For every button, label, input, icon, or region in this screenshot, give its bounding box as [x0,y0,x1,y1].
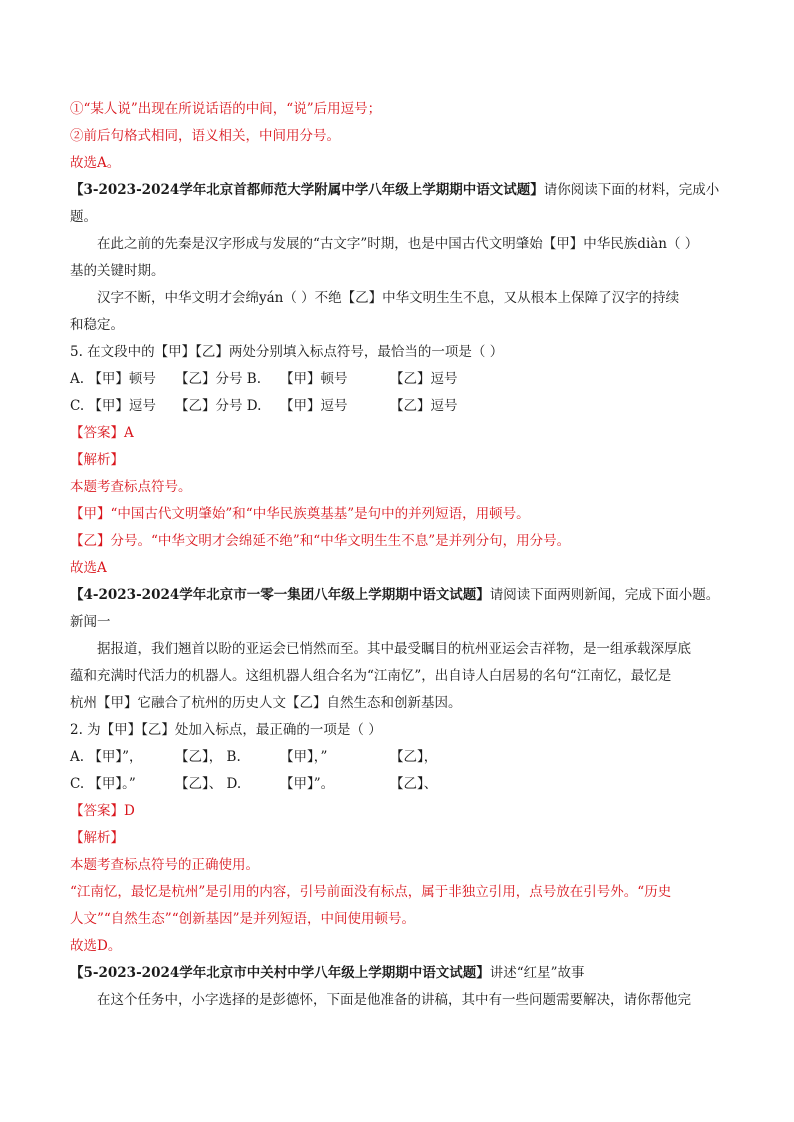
analysis-line: “江南忆，最忆是杭州”是引用的内容，引号前面没有标点，属于非独立引用，点号放在引号外。“历史 [70,884,672,900]
choose-line: 故选A。 [70,155,121,171]
answer-line: 【答案】D [70,803,135,819]
option-cell: 【甲】逗号 [280,398,348,414]
options-row [70,744,726,771]
passage-line: 和稳定。 [70,317,124,333]
option-cell: 【乙】、 [390,776,438,792]
option-cell: 【乙】分号 D. [175,398,262,414]
question-stem: 2. 为【甲】【乙】处加入标点，最正确的一项是（ ） [70,722,382,738]
news-title: 新闻一 [70,614,111,630]
question-source: 【5-2023-2024学年北京市中关村中学八年级上学期期中语文试题】 [70,965,490,981]
option-cell: 【乙】逗号 [390,398,458,414]
passage-line: 在这个任务中，小字选择的是彭德怀，下面是他准备的讲稿，其中有一些问题需要解决，请你帮他完 [97,992,691,1008]
option-cell: 【乙】分号 B. [175,371,262,387]
choose-line: 故选A [70,560,107,576]
passage-line: 杭州【甲】它融合了杭州的历史人文【乙】自然生态和创新基因。 [70,695,462,711]
answer-line: 【答案】A [70,425,134,441]
option-cell: 【甲】顿号 [280,371,348,387]
note-line-2: ②前后句格式相同，语义相关，中间用分号。 [70,128,340,144]
analysis-line: 【甲】“中国古代文明肇始”和“中华民族奠基基”是句中的并列短语，用顿号。 [70,506,530,522]
option-cell: 【乙】、 D. [175,776,242,792]
passage-line: 蕴和充满时代活力的机器人。这组机器人组合名为“江南忆”，出自诗人白居易的名句“江南忆，最忆是 [70,668,672,684]
analysis-line: 【乙】分号。“中华文明才会绵延不绝”和“中华文明生生不息”是并列分句，用分号。 [70,533,571,549]
options-row [70,771,726,798]
question-source-line [70,960,726,987]
option-cell: 【乙】， B. [175,749,241,765]
document-page [70,96,726,1014]
question-stem: 5. 在文段中的【甲】【乙】两处分别填入标点符号，最恰当的一项是（ ） [70,344,504,360]
passage-line: 汉字不断，中华文明才会绵yán（ ）不绝【乙】中华文明生生不息，又从根本上保障了汉字的持续 [97,290,680,306]
analysis-line: 人文”“自然生态”“创新基因”是并列短语，中间使用顿号。 [70,911,416,927]
note-line-1: ①“某人说”出现在所说话语的中间，“说”后用逗号； [70,101,382,117]
analysis-label: 【解析】 [70,830,124,846]
option-cell: C. 【甲】逗号 [70,398,156,414]
options-row [70,366,726,393]
question-intro: 请阅读下面两则新闻，完成下面小题。 [489,587,720,603]
passage-line: 据报道，我们翘首以盼的亚运会已悄然而至。其中最受瞩目的杭州亚运会吉祥物，是一组承载深厚底 [97,641,691,657]
choose-line: 故选D。 [70,938,122,954]
option-cell: A. 【甲】顿号 [70,371,156,387]
question-source-line [70,582,726,609]
option-cell: 【乙】逗号 [390,371,458,387]
passage-line: 在此之前的先秦是汉字形成与发展的“古文字”时期，也是中国古代文明肇始【甲】中华民族diàn（ ） [97,236,699,252]
option-cell: A. 【甲】”， [70,749,143,765]
option-cell: 【甲】，” [280,749,328,765]
passage-line: 基的关键时期。 [70,263,165,279]
analysis-line: 本题考查标点符号。 [70,479,192,495]
analysis-line: 本题考查标点符号的正确使用。 [70,857,259,873]
question-intro-cont: 题。 [70,209,97,225]
question-intro: 请你阅读下面的材料，完成小 [543,182,720,198]
question-source: 【4-2023-2024学年北京市一零一集团八年级上学期期中语文试题】 [70,587,490,603]
question-intro: 讲述“红星”故事 [489,965,585,981]
option-cell: C. 【甲】。” [70,776,136,792]
question-source-line [70,177,726,204]
option-cell: 【乙】， [390,749,438,765]
analysis-label: 【解析】 [70,452,124,468]
question-source: 【3-2023-2024学年北京首都师范大学附属中学八年级上学期期中语文试题】 [70,182,544,198]
options-row [70,393,726,420]
option-cell: 【甲】”。 [280,776,335,792]
